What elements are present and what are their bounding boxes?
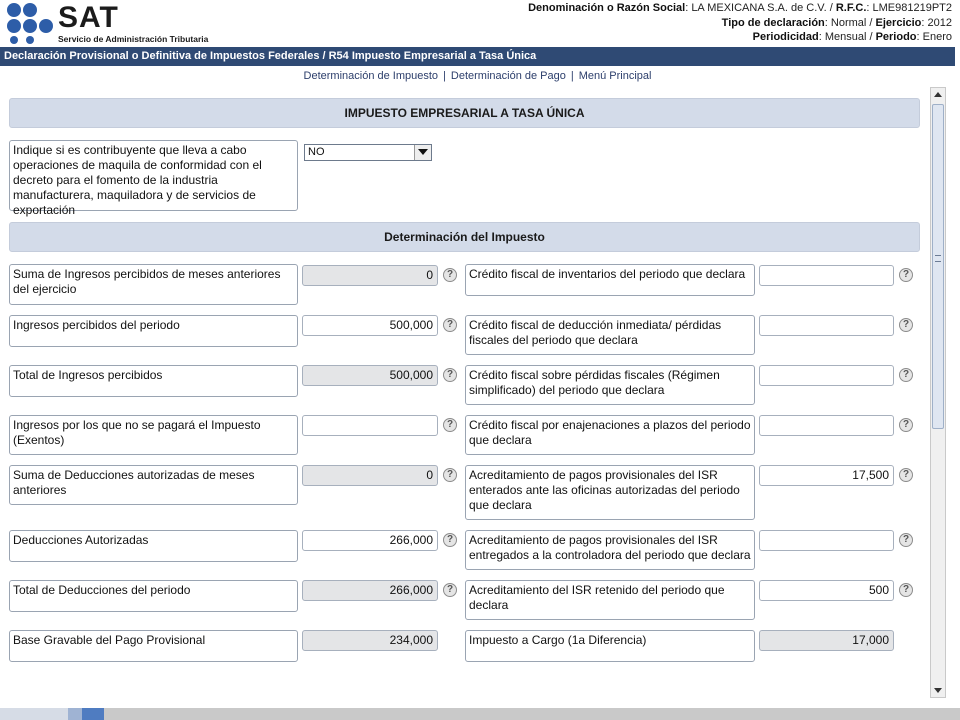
right-row-label: Crédito fiscal de inventarios del periodo que declara	[465, 264, 755, 296]
footer-bar	[0, 708, 960, 720]
periodicidad-value: Mensual	[824, 31, 867, 43]
periodo-value: Enero	[922, 31, 952, 43]
scroll-up-arrow-icon[interactable]	[931, 88, 945, 102]
left-row-field[interactable]	[302, 415, 438, 436]
right-row-label: Impuesto a Cargo (1a Diferencia)	[465, 630, 755, 662]
scroll-down-arrow-icon[interactable]	[931, 683, 945, 697]
maquila-select-value: NO	[308, 146, 325, 158]
help-icon[interactable]: ?	[443, 418, 457, 432]
sat-logo-dots-icon	[4, 2, 54, 44]
top-header	[0, 0, 960, 46]
left-row-label: Suma de Deducciones autorizadas de meses anteriores	[9, 465, 298, 505]
help-icon[interactable]: ?	[899, 368, 913, 382]
help-icon[interactable]: ?	[899, 533, 913, 547]
logo-word: SAT	[58, 1, 119, 34]
periodicidad-label: Periodicidad	[752, 31, 819, 43]
help-icon[interactable]: ?	[899, 418, 913, 432]
taxpayer-info	[528, 1, 952, 45]
left-row-label: Total de Deducciones del periodo	[9, 580, 298, 612]
section-header-ietu: IMPUESTO EMPRESARIAL A TASA ÚNICA	[9, 98, 920, 128]
footer-accent-light	[0, 708, 68, 720]
logo-subtitle: Servicio de Administración Tributaria	[58, 34, 209, 44]
right-row-label: Acreditamiento de pagos provisionales del ISR enterados ante las oficinas autorizadas del periodo que declara	[465, 465, 755, 520]
left-row-field: 234,000	[302, 630, 438, 651]
nav-link-determinacion-impuesto[interactable]: Determinación de Impuesto	[303, 70, 439, 82]
denominacion-label: Denominación o Razón Social	[528, 2, 686, 14]
taxpayer-line-2: Tipo de declaración: Normal / Ejercicio: 2012	[721, 16, 952, 29]
right-row-field[interactable]	[759, 415, 894, 436]
help-icon[interactable]: ?	[899, 468, 913, 482]
left-row-label: Ingresos por los que no se pagará el Impuesto (Exentos)	[9, 415, 298, 455]
left-row-label: Total de Ingresos percibidos	[9, 365, 298, 397]
left-row-label: Deducciones Autorizadas	[9, 530, 298, 562]
nav-link-determinacion-pago[interactable]: Determinación de Pago	[450, 70, 566, 82]
ejercicio-value: 2012	[927, 16, 952, 29]
maquila-select[interactable]	[304, 144, 432, 161]
right-row-label: Acreditamiento de pagos provisionales del ISR entregados a la controladora del periodo que declara	[465, 530, 755, 570]
ejercicio-label: Ejercicio	[875, 16, 922, 29]
help-icon[interactable]: ?	[443, 533, 457, 547]
periodo-label: Periodo	[875, 31, 917, 43]
nav-links	[0, 70, 955, 82]
nav-separator: |	[570, 70, 574, 82]
rfc-label: R.F.C.	[835, 2, 867, 14]
help-icon[interactable]: ?	[443, 583, 457, 597]
nav-link-menu-principal[interactable]: Menú Principal	[578, 70, 652, 82]
left-row-label: Ingresos percibidos del periodo	[9, 315, 298, 347]
right-row-field[interactable]	[759, 265, 894, 286]
help-icon[interactable]: ?	[899, 268, 913, 282]
left-row-field: 266,000	[302, 580, 438, 601]
scrollbar-thumb[interactable]	[932, 104, 944, 429]
right-row-field: 17,000	[759, 630, 894, 651]
help-icon[interactable]: ?	[899, 318, 913, 332]
vertical-scrollbar[interactable]	[930, 87, 946, 698]
right-row-label: Crédito fiscal por enajenaciones a plazos del periodo que declara	[465, 415, 755, 455]
right-row-field[interactable]: 500	[759, 580, 894, 601]
left-row-label: Suma de Ingresos percibidos de meses anteriores del ejercicio	[9, 264, 298, 305]
right-row-label: Crédito fiscal de deducción inmediata/ pérdidas fiscales del periodo que declara	[465, 315, 755, 355]
right-row-field[interactable]: 17,500	[759, 465, 894, 486]
left-row-field: 0	[302, 465, 438, 486]
right-row-field[interactable]	[759, 365, 894, 386]
help-icon[interactable]: ?	[443, 368, 457, 382]
rfc-value: LME981219PT2	[872, 2, 952, 14]
left-row-field[interactable]: 266,000	[302, 530, 438, 551]
declaration-title-bar: Declaración Provisional o Definitiva de Impuestos Federales / R54 Impuesto Empresarial a Tasa Única	[0, 47, 955, 66]
form-content	[0, 90, 928, 708]
chevron-down-icon[interactable]	[414, 145, 431, 160]
maquila-label: Indique si es contribuyente que lleva a cabo operaciones de maquila de conformidad con el decreto para el fomento de la industria manufacturera, maquiladora y de servicios de exportación	[9, 140, 298, 211]
left-row-field: 0	[302, 265, 438, 286]
right-row-label: Crédito fiscal sobre pérdidas fiscales (Régimen simplificado) del periodo que declara	[465, 365, 755, 405]
nav-separator: |	[443, 70, 446, 82]
right-row-label: Acreditamiento del ISR retenido del periodo que declara	[465, 580, 755, 620]
taxpayer-line-1: Denominación o Razón Social: LA MEXICANA S.A. de C.V. / R.F.C.: LME981219PT2	[528, 2, 952, 14]
right-row-field[interactable]	[759, 315, 894, 336]
help-icon[interactable]: ?	[443, 268, 457, 282]
sat-logo	[4, 2, 234, 44]
help-icon[interactable]: ?	[443, 318, 457, 332]
footer-accent-dark	[82, 708, 104, 720]
left-row-field[interactable]: 500,000	[302, 315, 438, 336]
taxpayer-line-3: Periodicidad: Mensual / Periodo: Enero	[752, 31, 952, 43]
tipo-label: Tipo de declaración	[721, 16, 825, 29]
section-header-determinacion: Determinación del Impuesto	[9, 222, 920, 252]
right-row-field[interactable]	[759, 530, 894, 551]
left-row-label: Base Gravable del Pago Provisional	[9, 630, 298, 662]
denominacion-value: LA MEXICANA S.A. de C.V.	[691, 2, 827, 14]
help-icon[interactable]: ?	[443, 468, 457, 482]
help-icon[interactable]: ?	[899, 583, 913, 597]
tipo-value: Normal	[830, 16, 867, 29]
footer-accent-mid	[68, 708, 82, 720]
left-row-field: 500,000	[302, 365, 438, 386]
